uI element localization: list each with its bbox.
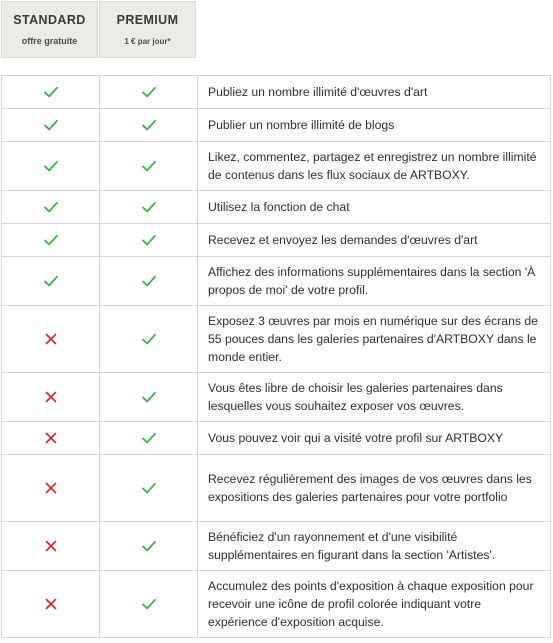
cross-icon bbox=[43, 389, 59, 405]
premium-availability-cell bbox=[100, 571, 198, 638]
feature-row bbox=[2, 142, 551, 191]
feature-row bbox=[2, 224, 551, 257]
check-icon bbox=[43, 232, 59, 248]
feature-row bbox=[2, 191, 551, 224]
check-icon bbox=[43, 117, 59, 133]
cross-icon bbox=[43, 596, 59, 612]
check-icon bbox=[43, 158, 59, 174]
standard-availability-cell bbox=[2, 191, 100, 224]
check-icon bbox=[141, 158, 157, 174]
check-icon bbox=[141, 389, 157, 405]
plan-standard[interactable] bbox=[1, 1, 98, 58]
feature-row bbox=[2, 373, 551, 422]
plan-headers bbox=[1, 1, 196, 58]
check-icon bbox=[141, 430, 157, 446]
check-icon bbox=[141, 84, 157, 100]
premium-availability-cell bbox=[100, 76, 198, 109]
premium-availability-cell bbox=[100, 422, 198, 455]
check-icon bbox=[43, 84, 59, 100]
standard-availability-cell bbox=[2, 142, 100, 191]
standard-availability-cell bbox=[2, 257, 100, 306]
cross-icon bbox=[43, 331, 59, 347]
check-icon bbox=[141, 331, 157, 347]
standard-availability-cell bbox=[2, 373, 100, 422]
plan-name: STANDARD bbox=[13, 13, 86, 27]
check-icon bbox=[141, 273, 157, 289]
check-icon bbox=[141, 199, 157, 215]
check-icon bbox=[141, 117, 157, 133]
premium-availability-cell bbox=[100, 522, 198, 571]
feature-description: Recevez et envoyez les demandes d'œuvres d'art bbox=[198, 224, 551, 257]
check-icon bbox=[43, 199, 59, 215]
plan-subtitle: offre gratuite bbox=[21, 36, 78, 46]
check-icon bbox=[43, 273, 59, 289]
premium-availability-cell bbox=[100, 257, 198, 306]
feature-description: Utilisez la fonction de chat bbox=[198, 191, 551, 224]
premium-availability-cell bbox=[100, 373, 198, 422]
standard-availability-cell bbox=[2, 571, 100, 638]
feature-description: Exposez 3 œuvres par mois en numérique sur des écrans de 55 pouces dans les galeries partenaires d'ARTBOXY dans le monde entier. bbox=[198, 306, 551, 373]
standard-availability-cell bbox=[2, 522, 100, 571]
plan-subtitle: 1 € par jour* bbox=[124, 37, 171, 46]
plan-name: PREMIUM bbox=[116, 13, 179, 27]
feature-description: Accumulez des points d'exposition à chaque exposition pour recevoir une icône de profil colorée indiquant votre expérience d'exposition acquise. bbox=[198, 571, 551, 638]
feature-description: Vous pouvez voir qui a visité votre profil sur ARTBOXY bbox=[198, 422, 551, 455]
feature-description: Likez, commentez, partagez et enregistrez un nombre illimité de contenus dans les flux sociaux de ARTBOXY. bbox=[198, 142, 551, 191]
cross-icon bbox=[43, 430, 59, 446]
feature-row bbox=[2, 522, 551, 571]
check-icon bbox=[141, 596, 157, 612]
premium-availability-cell bbox=[100, 224, 198, 257]
feature-comparison-table bbox=[1, 75, 551, 638]
premium-availability-cell bbox=[100, 142, 198, 191]
premium-availability-cell bbox=[100, 109, 198, 142]
premium-availability-cell bbox=[100, 306, 198, 373]
feature-row bbox=[2, 109, 551, 142]
standard-availability-cell bbox=[2, 109, 100, 142]
standard-availability-cell bbox=[2, 455, 100, 522]
feature-row bbox=[2, 257, 551, 306]
check-icon bbox=[141, 480, 157, 496]
feature-row bbox=[2, 571, 551, 638]
check-icon bbox=[141, 538, 157, 554]
premium-availability-cell bbox=[100, 455, 198, 522]
standard-availability-cell bbox=[2, 224, 100, 257]
feature-row bbox=[2, 455, 551, 522]
plan-premium[interactable] bbox=[99, 1, 196, 58]
check-icon bbox=[141, 232, 157, 248]
feature-description: Vous êtes libre de choisir les galeries partenaires dans lesquelles vous souhaitez exposer vos œuvres. bbox=[198, 373, 551, 422]
premium-availability-cell bbox=[100, 191, 198, 224]
feature-description: Publiez un nombre illimité d'œuvres d'art bbox=[198, 76, 551, 109]
feature-description: Bénéficiez d'un rayonnement et d'une visibilité supplémentaires en figurant dans la section 'Artistes'. bbox=[198, 522, 551, 571]
feature-description: Recevez régulièrement des images de vos œuvres dans les expositions des galeries partenaires pour votre portfolio bbox=[198, 455, 551, 522]
standard-availability-cell bbox=[2, 306, 100, 373]
feature-description: Publier un nombre illimité de blogs bbox=[198, 109, 551, 142]
standard-availability-cell bbox=[2, 422, 100, 455]
feature-description: Affichez des informations supplémentaires dans la section 'À propos de moi' de votre profil. bbox=[198, 257, 551, 306]
cross-icon bbox=[43, 480, 59, 496]
standard-availability-cell bbox=[2, 76, 100, 109]
cross-icon bbox=[43, 538, 59, 554]
feature-row bbox=[2, 422, 551, 455]
feature-row bbox=[2, 76, 551, 109]
feature-row bbox=[2, 306, 551, 373]
